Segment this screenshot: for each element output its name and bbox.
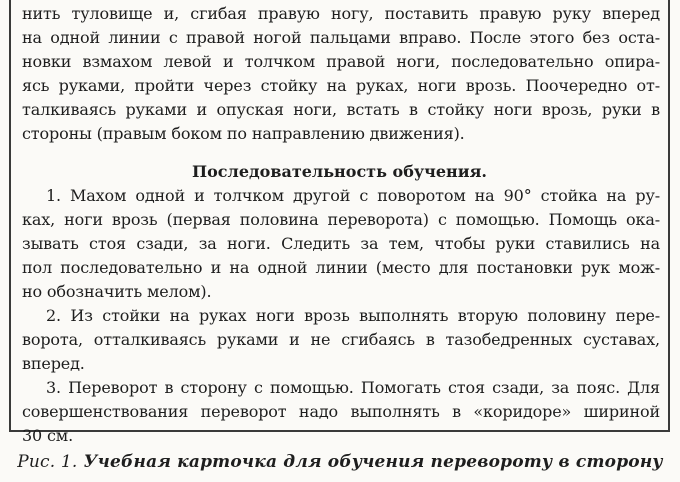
- text-line: нить туловище и, сгибая правую ногу, поставить правую руку вперед: [22, 4, 660, 23]
- step-line: 3. Переворот в сторону с помощью. Помогать стоя сзади, за пояс. Для: [46, 378, 660, 397]
- step-line: 30 см.: [22, 426, 74, 445]
- text-line: талкиваясь руками и опуская ноги, встать в стойку ноги врозь, руки в: [22, 100, 660, 119]
- step-line: ках, ноги врозь (первая половина переворота) с помощью. Помощь ока-: [22, 210, 660, 229]
- caption-label: Рис. 1.: [17, 452, 78, 472]
- step-line: 2. Из стойки на руках ноги врозь выполнять вторую половину пере-: [46, 306, 660, 325]
- step-line: пол последовательно и на одной линии (место для постановки рук мож-: [22, 258, 660, 277]
- caption-text: Учебная карточка для обучения перевороту в сторону: [83, 452, 663, 472]
- step-line: совершенствования переворот надо выполнять в «коридоре» шириной: [22, 402, 660, 421]
- instruction-card: [9, 0, 670, 445]
- step-line: зывать стоя сзади, за ноги. Следить за тем, чтобы руки ставились на: [22, 234, 660, 253]
- step-line: 1. Махом одной и толчком другой с поворотом на 90° стойка на ру-: [46, 186, 660, 205]
- step-line: но обозначить мелом).: [22, 282, 212, 301]
- step-line: ворота, отталкиваясь руками и не сгибаясь в тазобедренных суставах,: [22, 330, 660, 349]
- figure-caption: [0, 450, 680, 474]
- text-line: ясь руками, пройти через стойку на руках, ноги врозь. Поочередно от-: [22, 76, 660, 95]
- text-line: стороны (правым боком по направлению движения).: [22, 124, 465, 143]
- text-line: на одной линии с правой ногой пальцами вправо. После этого без оста-: [22, 28, 660, 47]
- section-heading: Последовательность обучения.: [192, 162, 487, 181]
- step-line: вперед.: [22, 354, 85, 373]
- text-line: новки взмахом левой и толчком правой ноги, последовательно опира-: [22, 52, 660, 71]
